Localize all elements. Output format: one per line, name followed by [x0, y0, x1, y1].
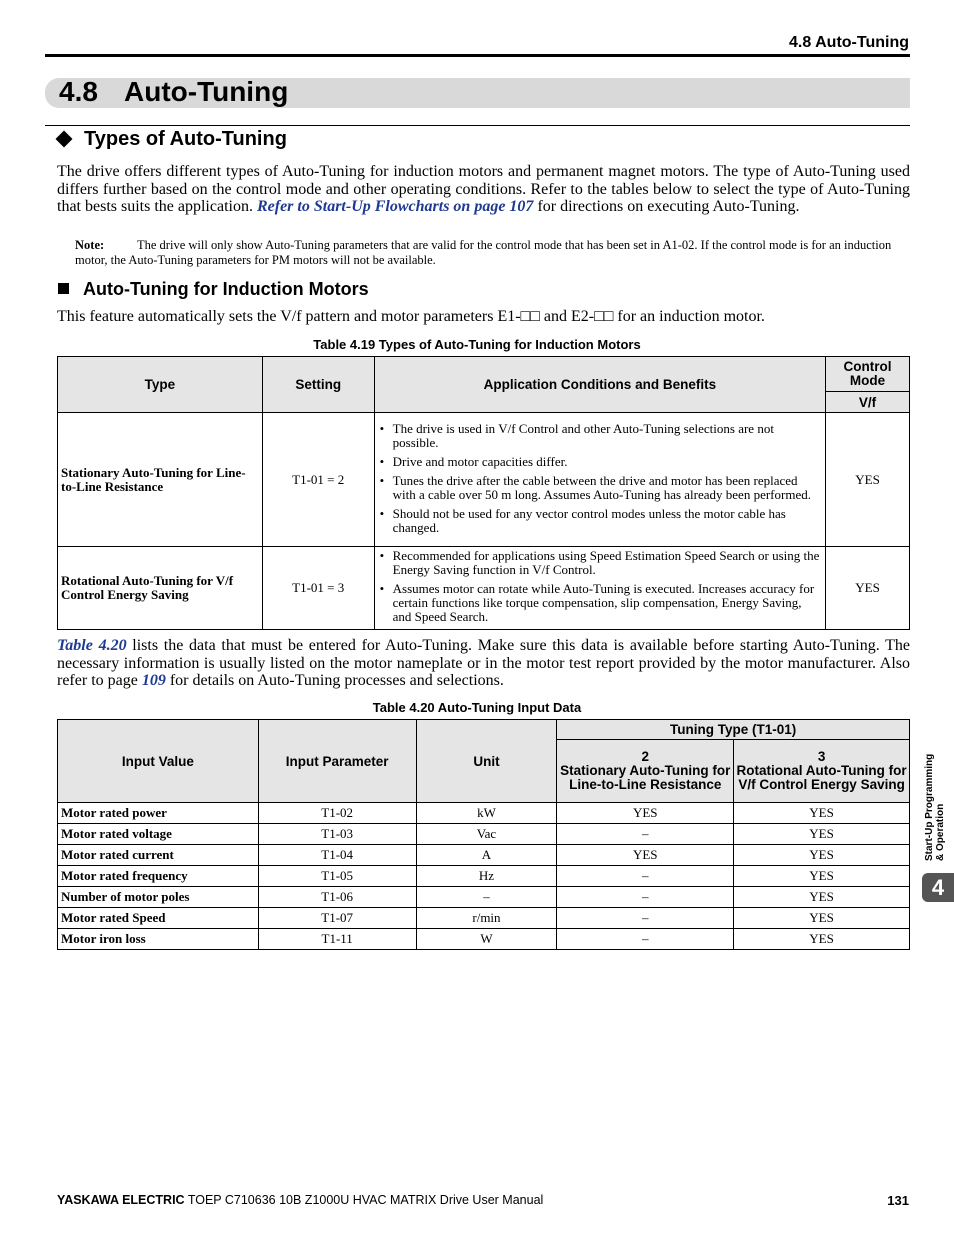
stationary-cell: – [557, 887, 734, 908]
intro-text: The drive offers different types of Auto-Tuning for induction motors and permanent magnet motors. The type of Auto-Tuning used differs further based on the control mode and other operating conditions. Refer to the tables below to select the type of Auto-Tuning that bests suits the application. [57, 163, 910, 215]
footer-brand: YASKAWA ELECTRIC [57, 1193, 185, 1207]
title-rule [45, 125, 910, 126]
condition-bullet: • The drive is used in V/f Control and other Auto-Tuning selections are not possible. [393, 421, 822, 454]
unit-cell: Vac [416, 824, 557, 845]
section-number: 4.8 [59, 76, 98, 107]
type-cell: Stationary Auto-Tuning for Line-to-Line Resistance [58, 413, 263, 547]
table-row [58, 803, 910, 824]
rotational-cell: YES [734, 824, 910, 845]
flowchart-link[interactable]: Refer to Start-Up Flowcharts on page 107 [256, 198, 534, 215]
input-value-cell: Motor rated frequency [58, 866, 259, 887]
intro-paragraph [57, 163, 910, 216]
induction-heading [58, 279, 369, 300]
col-header-input-parameter: Input Parameter [258, 720, 416, 803]
col-header-vf: V/f [826, 392, 910, 413]
table-row [58, 887, 910, 908]
intro-text-end: for directions on executing Auto-Tuning. [533, 198, 800, 215]
col-header-control-mode: Control Mode [826, 357, 910, 392]
section-title: Auto-Tuning [124, 76, 289, 107]
page-number: 131 [887, 1193, 909, 1208]
rotational-cell: YES [734, 845, 910, 866]
types-heading [56, 128, 287, 151]
vf-cell: YES [826, 413, 910, 547]
parameter-cell: T1-03 [258, 824, 416, 845]
side-tab-line2: & Operation [935, 803, 946, 861]
stationary-cell: YES [557, 845, 734, 866]
condition-bullet: • Drive and motor capacities differ. [393, 454, 822, 473]
footer-doc: TOEP C710636 10B Z1000U HVAC MATRIX Drive User Manual [184, 1193, 544, 1207]
col3-number: 3 [817, 749, 826, 764]
table-row [58, 824, 910, 845]
condition-bullet: • Should not be used for any vector control modes unless the motor cable has changed. [393, 506, 822, 539]
note-label: Note: [75, 238, 105, 252]
col-header-unit: Unit [416, 720, 557, 803]
unit-cell: Hz [416, 866, 557, 887]
table20-paragraph [57, 637, 910, 690]
input-value-cell: Motor rated Speed [58, 908, 259, 929]
rotational-cell: YES [734, 866, 910, 887]
note-text: The drive will only show Auto-Tuning parameters that are valid for the control mode that has been set in A1-02. If the control mode is for an induction motor, the Auto-Tuning parameters for PM motors will not be available. [75, 238, 892, 267]
unit-cell: kW [416, 803, 557, 824]
types-heading-text: Types of Auto-Tuning [84, 128, 287, 150]
input-value-cell: Motor rated voltage [58, 824, 259, 845]
parameter-cell: T1-04 [258, 845, 416, 866]
setting-cell: T1-01 = 2 [262, 413, 374, 547]
rotational-cell: YES [734, 887, 910, 908]
parameter-cell: T1-05 [258, 866, 416, 887]
induction-paragraph: This feature automatically sets the V/f pattern and motor parameters E1-□□ and E2-□□ for an induction motor. [57, 308, 765, 325]
header-rule [45, 54, 910, 57]
table20-text-end: for details on Auto-Tuning processes and selections. [165, 672, 504, 689]
table19-caption: Table 4.19 Types of Auto-Tuning for Induction Motors [313, 337, 641, 352]
table-row [58, 908, 910, 929]
side-tab-label [924, 754, 946, 861]
col-header-stationary [557, 740, 734, 803]
input-value-cell: Number of motor poles [58, 887, 259, 908]
induction-heading-text: Auto-Tuning for Induction Motors [83, 279, 369, 299]
square-bullet-icon [58, 283, 69, 294]
rotational-cell: YES [734, 803, 910, 824]
stationary-cell: – [557, 929, 734, 950]
input-value-cell: Motor rated power [58, 803, 259, 824]
col2-number: 2 [641, 749, 650, 764]
table-row [58, 413, 910, 547]
col2-name: Stationary Auto-Tuning for Line-to-Line Resistance [560, 763, 731, 792]
stationary-cell: – [557, 866, 734, 887]
col-header-conditions: Application Conditions and Benefits [374, 357, 825, 413]
parameter-cell: T1-02 [258, 803, 416, 824]
table20-link[interactable]: Table 4.20 [57, 637, 127, 654]
condition-bullet: • Tunes the drive after the cable between the drive and motor has been replaced with a cable over 50 m long. Assumes Auto-Tuning has already been performed. [393, 473, 822, 506]
condition-bullet: • Assumes motor can rotate while Auto-Tuning is executed. Increases accuracy for certain functions like torque compensation, slip compensation, Energy Saving, and Speed Search. [393, 581, 822, 628]
conditions-cell [374, 413, 825, 547]
type-cell: Rotational Auto-Tuning for V/f Control Energy Saving [58, 547, 263, 630]
table-row [58, 845, 910, 866]
diamond-bullet-icon [56, 130, 73, 147]
table20-text: lists the data that must be entered for Auto-Tuning. Make sure this data is available before starting Auto-Tuning. The necessary information is usually listed on the motor nameplate or in the motor test report provided by the motor manufacturer. Also refer to page [57, 637, 910, 689]
vf-cell: YES [826, 547, 910, 630]
col3-name: Rotational Auto-Tuning for V/f Control Energy Saving [736, 763, 907, 792]
conditions-cell [374, 547, 825, 630]
col-header-input-value: Input Value [58, 720, 259, 803]
note [75, 238, 910, 267]
side-tab-line1: Start-Up Programming [924, 753, 935, 861]
rotational-cell: YES [734, 929, 910, 950]
table-row [58, 929, 910, 950]
parameter-cell: T1-06 [258, 887, 416, 908]
parameter-cell: T1-11 [258, 929, 416, 950]
unit-cell: A [416, 845, 557, 866]
unit-cell: W [416, 929, 557, 950]
rotational-cell: YES [734, 908, 910, 929]
table-row [58, 866, 910, 887]
input-value-cell: Motor iron loss [58, 929, 259, 950]
unit-cell: r/min [416, 908, 557, 929]
chapter-side-tab [921, 733, 951, 863]
footer [57, 1193, 543, 1207]
col-header-rotational [734, 740, 910, 803]
setting-cell: T1-01 = 3 [262, 547, 374, 630]
stationary-cell: – [557, 908, 734, 929]
table-input-data [57, 719, 910, 950]
condition-bullet: • Recommended for applications using Speed Estimation Speed Search or using the Energy Saving function in V/f Control. [393, 548, 822, 581]
parameter-cell: T1-07 [258, 908, 416, 929]
unit-cell: – [416, 887, 557, 908]
running-header: 4.8 Auto-Tuning [789, 34, 909, 51]
col-header-tuning-type: Tuning Type (T1-01) [557, 720, 910, 740]
section-title-band [45, 78, 910, 108]
table-row [58, 547, 910, 630]
table20-caption: Table 4.20 Auto-Tuning Input Data [372, 700, 582, 715]
page109-link[interactable]: 109 [141, 672, 166, 689]
col-header-setting: Setting [262, 357, 374, 413]
stationary-cell: – [557, 824, 734, 845]
col-header-type: Type [58, 357, 263, 413]
chapter-number-tab[interactable]: 4 [922, 873, 954, 902]
input-value-cell: Motor rated current [58, 845, 259, 866]
stationary-cell: YES [557, 803, 734, 824]
table-induction-types [57, 356, 910, 630]
